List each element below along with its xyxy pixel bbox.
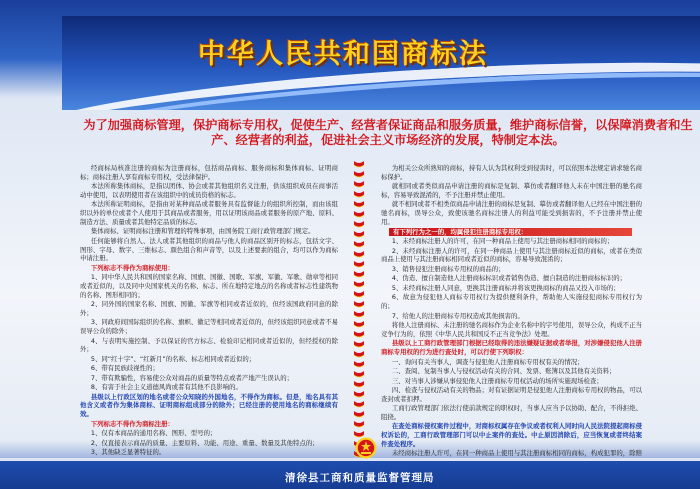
poster-title: 中华人民共和国商标法 [198, 39, 488, 70]
law-clause-paragraph: 5、未经商标注册人同意，更换其注册商标并将该更换商标的商品又投入市场的； [391, 283, 620, 292]
law-clause-paragraph: 本法所称证明商标，是指由对某种商品或者服务具有监督能力的组织所控制，而由该组织以外的单位或者个人使用于其商品或者服务，用以证明该商品或者服务的原产地、原料、制造方法、质量或者其他特定品质的标志。 [80, 200, 338, 226]
law-clause-paragraph: 7、带有欺骗性，容易使公众对商品的质量等特点或者产地产生误认的； [90, 373, 294, 382]
law-clause-paragraph: 2、未经商标注册人的许可，在同一种商品上使用与其注册商标近似的商标，或者在类似商品上使用与其注册商标相同或者近似的商标，容易导致混淆的； [381, 246, 642, 264]
law-clause-paragraph: 县级以上行政区划的地名或者公众知晓的外国地名，不得作为商标。但是，地名具有其他含义或者作为集体商标、证明商标组成部分的除外；已经注册的使用地名的商标继续有效。 [80, 392, 338, 419]
law-clause-paragraph: 二、查阅、复制当事人与侵权活动有关的合同、发票、账簿以及其他有关资料； [391, 367, 616, 376]
law-clause-paragraph: 下列标志不得作为商标使用： [90, 263, 174, 272]
law-clause-paragraph: 为相关公众所熟知的商标，持有人认为其权利受到侵害时，可以依照本法规定请求驰名商标保护。 [381, 164, 642, 181]
law-clause-paragraph: 8、有害于社会主义道德风尚或者有其他不良影响的。 [90, 383, 242, 392]
law-clause-paragraph: 县级以上工商行政管理部门根据已经取得的违法嫌疑证据或者举报，对涉嫌侵犯他人注册商标专用权的行为进行查处时，可以行使下列职权： [381, 339, 642, 357]
footer-bar [0, 458, 700, 489]
law-clause-paragraph: 工商行政管理部门依法行使前款规定的职权时，当事人应当予以协助、配合，不得拒绝、阻挠。 [381, 404, 642, 421]
law-clause-paragraph: 4、与表明实施控制、予以保证的官方标志、检验印记相同或者近似的，但经授权的除外； [80, 336, 338, 354]
law-clause-paragraph: 2、仅直接表示商品的质量、主要原料、功能、用途、重量、数量及其他特点的； [90, 438, 319, 447]
law-clause-paragraph: 3、同政府间国际组织的名称、旗帜、徽记等相同或者近似的，但经该组织同意或者不易误导公众的除外； [80, 318, 338, 336]
law-clause-paragraph: 就相同或者类似商品申请注册的商标是复制、摹仿或者翻译他人未在中国注册的驰名商标，容易导致混淆的，不予注册并禁止使用。 [381, 182, 642, 199]
law-clause-paragraph: 2、同外国的国家名称、国旗、国徽、军旗等相同或者近似的，但经该国政府同意的除外； [80, 300, 338, 317]
law-clause-paragraph: 将他人注册商标、未注册的驰名商标作为企业名称中的字号使用，误导公众，构成不正当竞争行为的，依照《中华人民共和国反不正当竞争法》处理。 [381, 321, 642, 338]
law-clause-paragraph: 下列标志不得作为商标注册： [90, 419, 174, 428]
law-clause-paragraph: 在查处商标侵权案件过程中，对商标权属存在争议或者权利人同时向人民法院提起商标侵权诉讼的，工商行政管理部门可以中止案件的查处。中止原因消除后，应当恢复或者终结案件查处程序。 [381, 422, 642, 448]
law-clause-paragraph: 三、对当事人涉嫌从事侵犯他人注册商标专用权活动的场所实施现场检查； [391, 376, 603, 385]
law-clause-paragraph: 6、带有民族歧视性的； [90, 364, 159, 373]
law-clause-paragraph: 5、同“红十字”、“红新月”的名称、标志相同或者近似的； [90, 354, 256, 363]
law-clause-paragraph: 就不相同或者不相类似商品申请注册的商标是复制、摹仿或者翻译他人已经在中国注册的驰名商标，误导公众，致使该驰名商标注册人的利益可能受到损害的，不予注册并禁止使用。 [381, 200, 642, 226]
law-clause-paragraph: 7、给他人的注册商标专用权造成其他损害的。 [391, 311, 524, 320]
law-clause-paragraph: 未经商标注册人许可，在同一种商品上使用与其注册商标相同的商标，构成犯罪的，除赔 [391, 449, 642, 458]
left-text-column [80, 164, 338, 458]
law-clause-paragraph: 1、仅有本商品的通用名称、图形、型号的； [90, 429, 217, 438]
law-clause-paragraph: 1、未经商标注册人的许可，在同一种商品上使用与其注册商标相同的商标的； [391, 237, 614, 246]
ribbon-divider-icon [352, 160, 366, 458]
law-clause-paragraph: 3、销售侵犯注册商标专用权的商品的； [391, 264, 505, 273]
law-clause-paragraph: 1、同中华人民共和国的国家名称、国旗、国徽、国歌、军旗、军徽、军歌、勋章等相同或者近似的，以及同中央国家机关的名称、标志、所在地特定地点的名称或者标志性建筑物的名称、图形相同的； [80, 273, 338, 299]
law-clause-paragraph: 3、其他缺乏显著特征的。 [90, 448, 166, 457]
law-clause-paragraph: 四、检查与侵权活动有关的物品；对有证据证明是侵犯他人注册商标专用权的物品，可以查封或者扣押。 [381, 386, 642, 403]
national-emblem-icon [355, 437, 377, 459]
footer-organization-name: 清徐县工商和质量监督管理局 [285, 472, 435, 484]
law-clause-paragraph: 4、伪造、擅自制造他人注册商标标识或者销售伪造、擅自制造的注册商标标识的； [391, 274, 627, 283]
footer-top-line [0, 458, 700, 461]
law-clause-paragraph: 集体商标、证明商标注册和管理的特殊事项，由国务院工商行政管理部门规定。 [90, 227, 315, 236]
law-clause-paragraph: 有下列行为之一的，均属侵犯注册商标专用权： [389, 228, 632, 237]
right-text-column [381, 164, 642, 458]
law-clause-paragraph: 任何能够将自然人、法人或者其他组织的商品与他人的商品区别开的标志，包括文字、图形、字母、数字、三维标志、颜色组合和声音等，以及上述要素的组合，均可以作为商标申请注册。 [80, 236, 338, 263]
law-clause-paragraph: 6、故意为侵犯他人商标专用权行为提供便利条件，帮助他人实施侵犯商标专用权行为的； [381, 293, 642, 311]
law-clause-paragraph: 一、询问有关当事人，调查与侵犯他人注册商标专用权有关的情况； [391, 357, 584, 366]
law-clause-paragraph: 经商标局核准注册的商标为注册商标，包括商品商标、服务商标和集体商标、证明商标；商标注册人享有商标专用权，受法律保护。 [80, 164, 338, 181]
law-clause-paragraph: 本法所称集体商标，是指以团体、协会或者其他组织名义注册，供该组织成员在商事活动中使用，以表明使用者在该组织中的成员资格的标志。 [80, 182, 338, 199]
intro-paragraph: 为了加强商标管理，保护商标专用权，促使生产、经营者保证商品和服务质量，维护商标信誉，以保障消费者和生产、经营者的利益，促进社会主义市场经济的发展，特制定本法。 [83, 118, 693, 147]
